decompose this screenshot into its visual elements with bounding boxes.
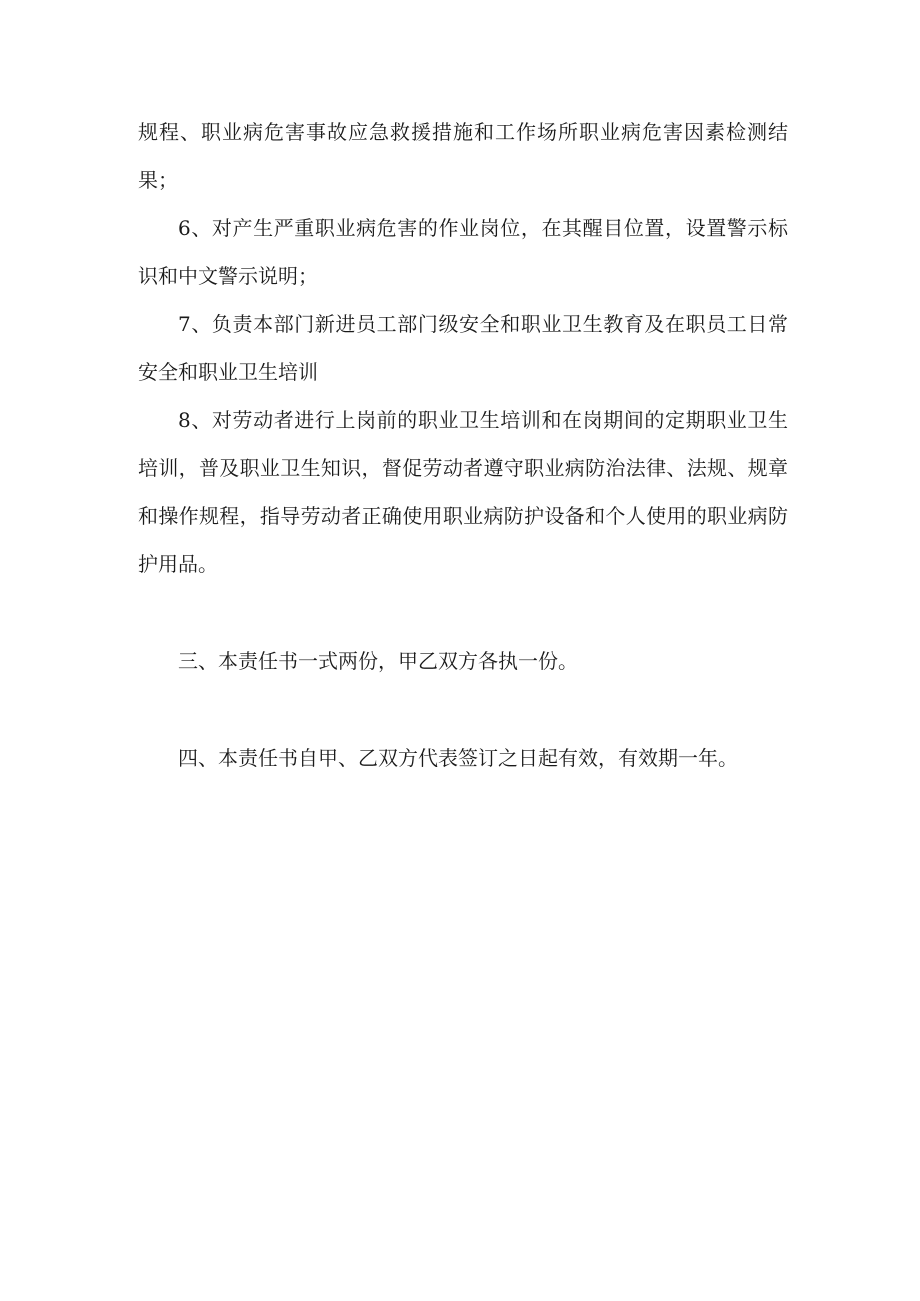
paragraph-section-3: 三、本责任书一式两份，甲乙双方各执一份。 (178, 649, 578, 673)
paragraph-item-7: 7、负责本部门新进员工部门级安全和职业卫生教育及在职员工日常安全和职业卫生培训 (138, 312, 788, 384)
document-body (138, 108, 788, 782)
paragraph-item-8: 8、对劳动者进行上岗前的职业卫生培训和在岗期间的定期职业卫生培训，普及职业卫生知识，督促劳动者遵守职业病防治法律、法规、规章和操作规程，指导劳动者正确使用职业病防护设备和个人使用的职业病防护用品。 (138, 408, 788, 576)
paragraph-item-6: 6、对产生严重职业病危害的作业岗位，在其醒目位置，设置警示标识和中文警示说明； (138, 216, 788, 288)
paragraph-section-4: 四、本责任书自甲、乙双方代表签订之日起有效，有效期一年。 (178, 746, 738, 770)
paragraph-continuation: 规程、职业病危害事故应急救援措施和工作场所职业病危害因素检测结果； (138, 120, 788, 192)
